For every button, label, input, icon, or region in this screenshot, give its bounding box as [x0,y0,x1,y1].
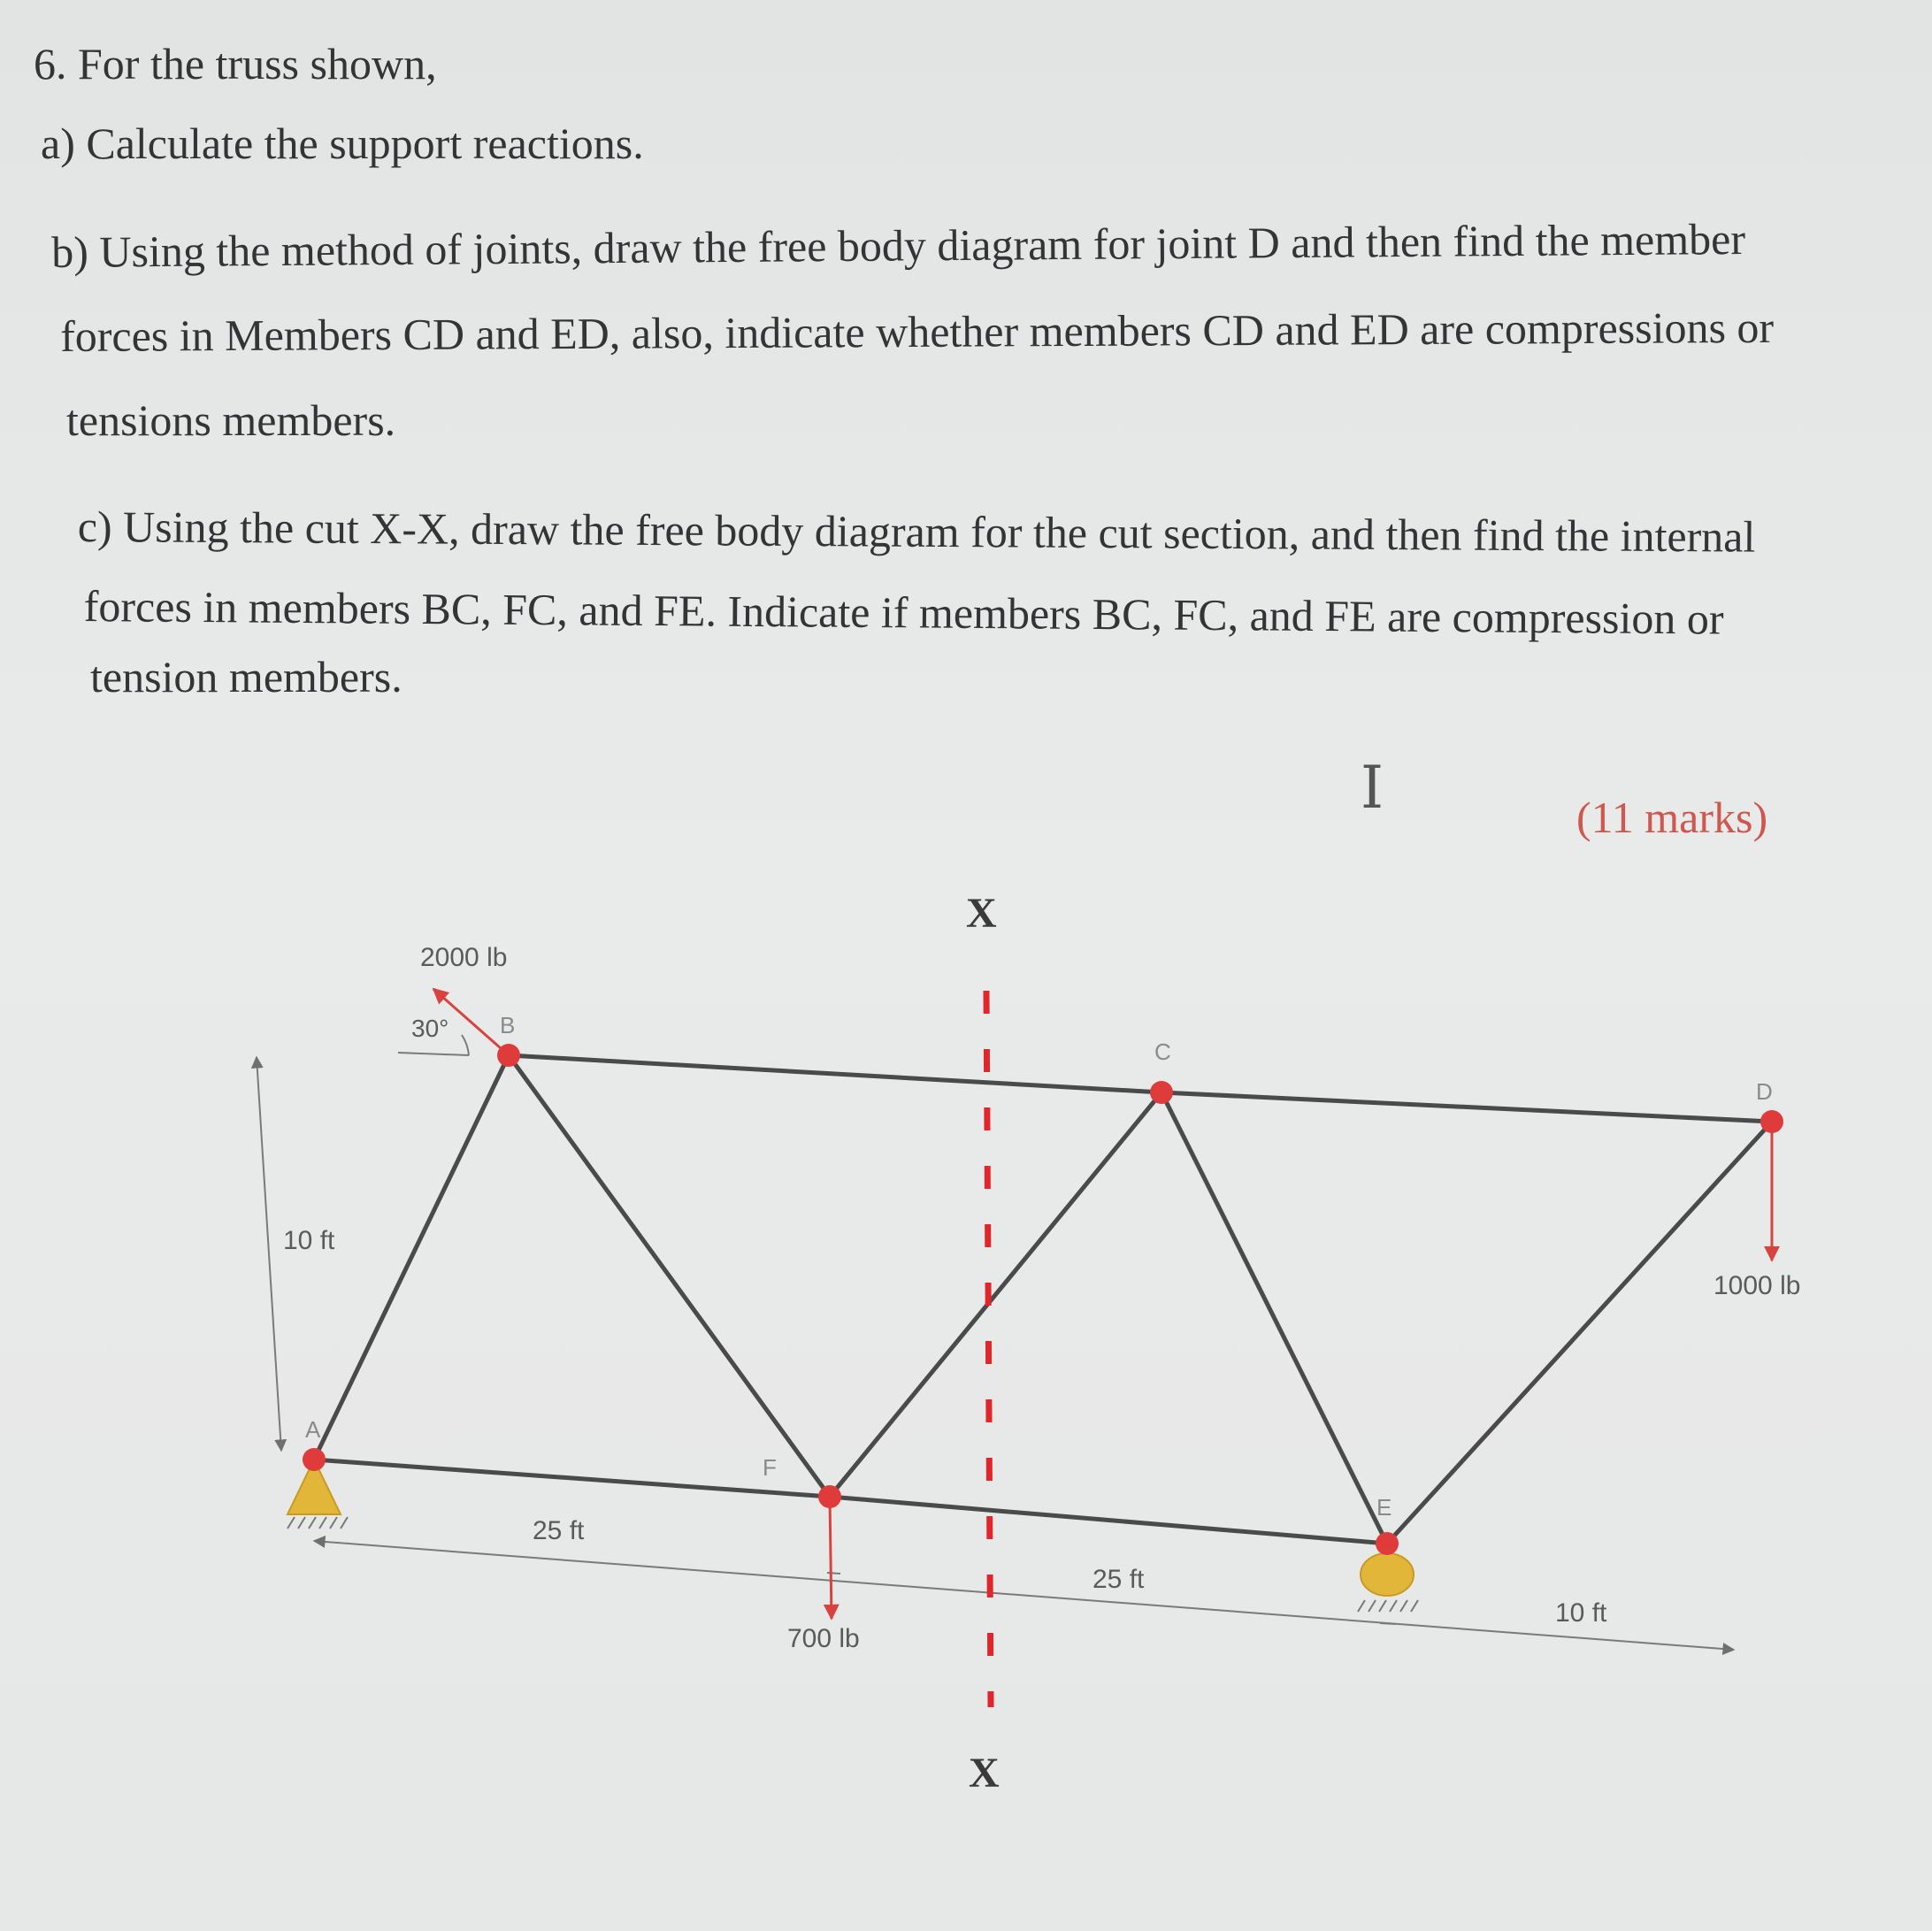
marks-label: (11 marks) [1576,793,1768,842]
joint-b [497,1044,520,1067]
member-af [314,1460,830,1497]
ground-hatch-a [288,1517,348,1529]
span-dimension-line [314,1541,1734,1650]
joint-labels [305,1012,1773,1521]
joint-d [1760,1110,1783,1133]
joint-c [1150,1081,1173,1104]
question-part-a: a) Calculate the support reactions. [41,119,644,168]
question-part-c-line-3: tension members. [90,652,402,701]
joint-e [1376,1532,1399,1555]
member-cd [1162,1092,1772,1122]
cut-labels [966,890,1000,1797]
label-joint-d: D [1756,1078,1773,1105]
label-joint-c: C [1154,1038,1171,1065]
member-ce [1162,1092,1387,1544]
dimension-label-span-af: 25 ft [533,1516,585,1545]
label-joint-b: B [500,1012,516,1038]
question-part-b-line-1: b) Using the method of joints, draw the free body diagram for joint D and then find the member [51,213,1746,277]
label-joint-f: F [763,1454,777,1481]
joints [303,1044,1783,1555]
joint-f [818,1485,841,1508]
load-label-d: 1000 lb [1714,1271,1801,1300]
load-arrow-f [830,1497,832,1619]
supports [288,1460,1418,1612]
member-bc [509,1055,1162,1092]
member-fc [830,1092,1162,1497]
cut-line-xx [986,991,991,1707]
angle-reference-line [398,1053,469,1055]
angle-label-b: 30° [411,1015,449,1042]
load-label-b: 2000 lb [420,943,508,972]
load-label-f: 700 lb [787,1624,860,1653]
member-ab [314,1055,509,1460]
dimension-label-height: 10 ft [283,1226,335,1255]
dimension-label-span-ed: 10 ft [1555,1598,1607,1628]
member-bf [509,1055,830,1497]
ground-hatch-e [1358,1600,1418,1612]
height-dimension-line [257,1057,281,1451]
question-part-b-line-2: forces in Members CD and ED, also, indicate whether members CD and ED are compressions or [60,302,1775,361]
tick-f [827,1573,840,1574]
truss-members [314,1055,1772,1544]
cut-label-bottom: X [969,1750,1000,1797]
question-part-c-line-1: c) Using the cut X-X, draw the free body diagram for the cut section, and then find the internal [77,501,1756,562]
member-fe [830,1497,1387,1544]
question-part-c-line-2: forces in members BC, FC, and FE. Indicate if members BC, FC, and FE are compression or [83,580,1724,644]
question-part-b-line-3: tensions members. [66,395,396,445]
joint-a [303,1448,326,1471]
label-joint-a: A [305,1416,321,1443]
member-ed [1387,1122,1772,1544]
dimension-label-span-fe: 25 ft [1092,1565,1145,1594]
question-title: 6. For the truss shown, [34,39,437,88]
loads [398,989,1772,1619]
angle-arc [462,1035,469,1055]
dimension-lines [257,1057,1734,1650]
label-joint-e: E [1376,1494,1392,1521]
roller-support-e [1361,1553,1414,1596]
cut-label-top: X [966,890,997,937]
text-cursor-icon: I [1361,754,1384,822]
tick-e [1380,1623,1396,1624]
